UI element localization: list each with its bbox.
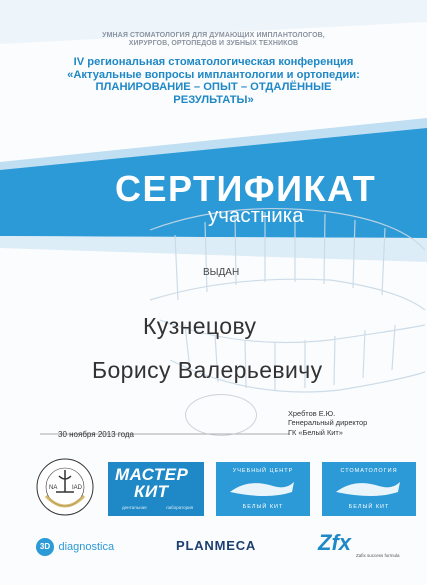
svg-text:IAD: IAD (72, 485, 83, 491)
master-kit-line2: КИТ (134, 482, 169, 501)
whale-icon (334, 478, 404, 498)
master-kit-small-left: дентальная (122, 505, 147, 510)
master-kit-line1: МАСТЕР (115, 465, 189, 484)
diagnostica-logo (36, 538, 136, 556)
signer-company: ГК «Белый Кит» (288, 427, 343, 437)
training-center-top: УЧЕБНЫЙ ЦЕНТР (232, 468, 294, 474)
master-kit-small-right: лаборатория (166, 505, 194, 510)
tagline-line1: УМНАЯ СТОМАТОЛОГИЯ ДЛЯ ДУМАЮЩИХ ИМПЛАНТОЛОГОВ, (102, 32, 325, 39)
zfx-tagline: Zafix success formula (356, 553, 400, 558)
conference-line4: РЕЗУЛЬТАТЫ» (173, 93, 254, 106)
signer-block (288, 409, 367, 437)
academy-seal-logo (34, 456, 96, 518)
tagline (0, 32, 427, 48)
certificate-subtitle: участника (208, 204, 304, 227)
conference-line2: «Актуальные вопросы имплантологии и ортопедии: (67, 68, 360, 81)
zfx-logo: Zfx (318, 530, 351, 555)
training-center-logo (216, 462, 310, 516)
issue-date: 30 ноября 2013 года (58, 430, 134, 439)
certificate-title: СЕРТИФИКАТ (115, 168, 377, 209)
whale-icon (228, 478, 298, 498)
dentistry-logo (322, 462, 416, 516)
stamp (185, 394, 257, 436)
dentistry-top: СТОМАТОЛОГИЯ (340, 468, 398, 474)
recipient-name: Борису Валерьевичу (92, 357, 323, 383)
signer-name: Хребтов Е.Ю. (288, 409, 336, 418)
diagnostica-prefix: 3D (36, 538, 54, 556)
conference-line1: IV региональная стоматологическая конференция (73, 56, 354, 68)
conference-line3: ПЛАНИРОВАНИЕ – ОПЫТ – ОТДАЛЁННЫЕ (95, 81, 332, 93)
diagnostica-text: diagnostica (58, 541, 115, 553)
signer-title: Генеральный директор (288, 418, 368, 428)
conference-title (0, 56, 427, 106)
svg-text:NA: NA (49, 485, 58, 491)
training-center-bottom: БЕЛЫЙ КИТ (242, 504, 284, 510)
planmeca-logo: PLANMECA (176, 538, 257, 553)
recipient-surname: Кузнецову (143, 313, 257, 339)
tagline-line2: ХИРУРГОВ, ОРТОПЕДОВ И ЗУБНЫХ ТЕХНИКОВ (128, 40, 299, 47)
master-kit-logo (108, 462, 204, 516)
issued-label: ВЫДАН (203, 267, 240, 278)
dentistry-bottom: БЕЛЫЙ КИТ (348, 504, 390, 510)
